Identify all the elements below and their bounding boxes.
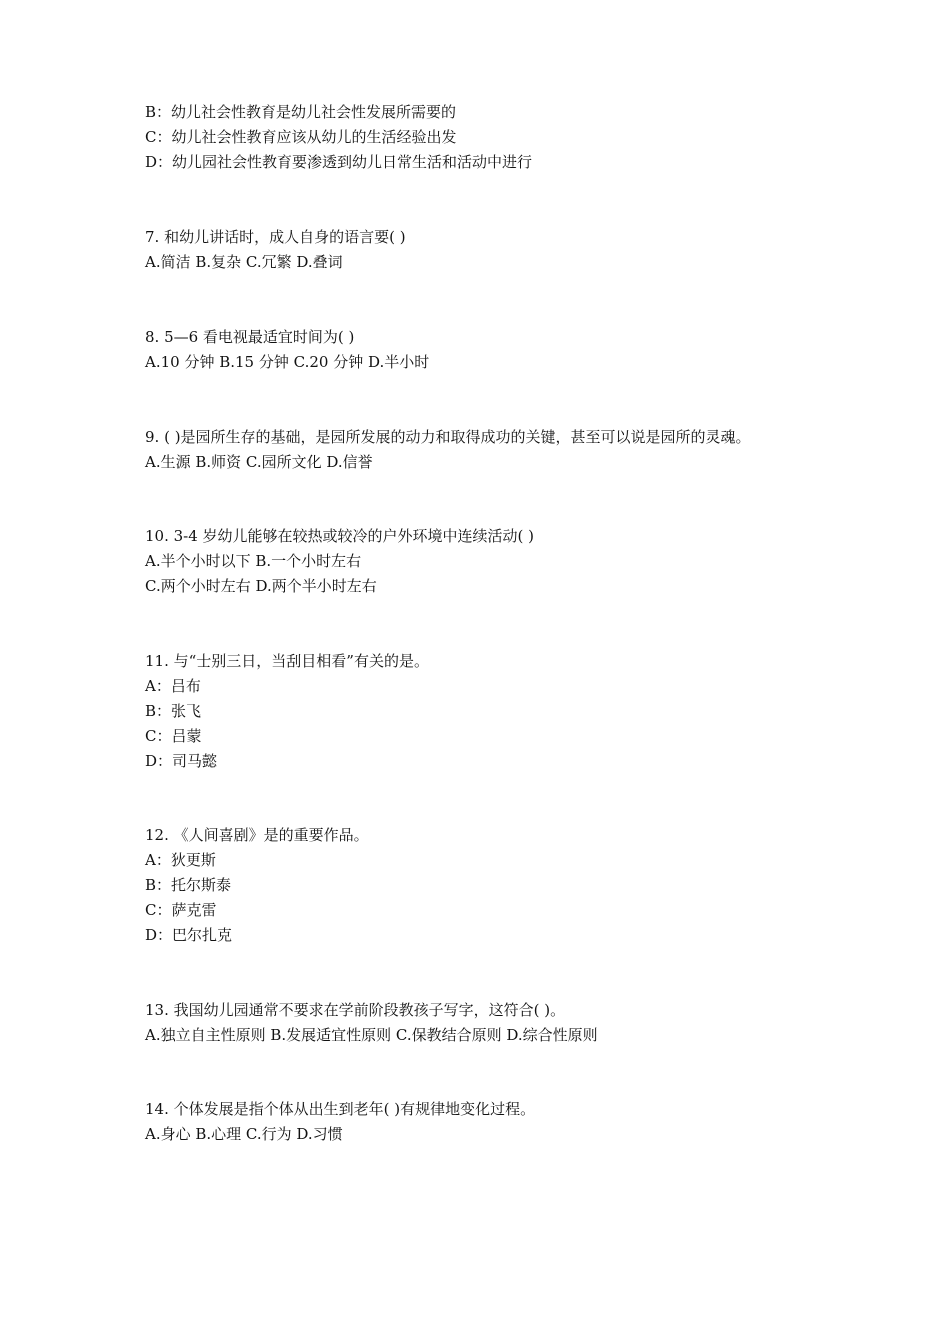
option-text: B：幼儿社会性教育是幼儿社会性发展所需要的: [145, 103, 457, 121]
option-text: A.10 分钟 B.15 分钟 C.20 分钟 D.半小时: [145, 353, 430, 371]
option-text: B：张飞: [145, 702, 202, 720]
option-text: A.半个小时以下 B.一个小时左右: [145, 552, 362, 570]
option-text: A.身心 B.心理 C.行为 D.习惯: [145, 1125, 343, 1143]
question-stem: 11. 与“士别三日，当刮目相看”有关的是。: [145, 652, 429, 670]
question-stem: 13. 我国幼儿园通常不要求在学前阶段教孩子写字，这符合( )。: [145, 1001, 566, 1019]
option-text: A.简洁 B.复杂 C.冗繁 D.叠词: [145, 253, 343, 271]
option-text: D：司马懿: [145, 752, 218, 770]
option-text: B：托尔斯泰: [145, 876, 232, 894]
option-text: D：幼儿园社会性教育要渗透到幼儿日常生活和活动中进行: [145, 153, 533, 171]
question-stem: 14. 个体发展是指个体从出生到老年( )有规律地变化过程。: [145, 1100, 536, 1118]
question-stem: 9. ( )是园所生存的基础，是园所发展的动力和取得成功的关键，甚至可以说是园所的灵魂。: [145, 428, 751, 446]
option-text: D：巴尔扎克: [145, 926, 233, 944]
option-text: C：幼儿社会性教育应该从幼儿的生活经验出发: [145, 128, 457, 146]
option-text: A.生源 B.师资 C.园所文化 D.信誉: [145, 453, 373, 471]
option-text: A.独立自主性原则 B.发展适宜性原则 C.保教结合原则 D.综合性原则: [145, 1026, 598, 1044]
option-text: C：吕蒙: [145, 727, 202, 745]
question-stem: 8. 5—6 看电视最适宜时间为( ): [145, 328, 355, 346]
option-text: C.两个小时左右 D.两个半小时左右: [145, 577, 377, 595]
question-stem: 10. 3-4 岁幼儿能够在较热或较冷的户外环境中连续活动( ): [145, 527, 535, 545]
option-text: C：萨克雷: [145, 901, 217, 919]
question-stem: 12. 《人间喜剧》是的重要作品。: [145, 826, 369, 844]
option-text: A：狄更斯: [145, 851, 216, 869]
question-stem: 7. 和幼儿讲话时，成人自身的语言要( ): [145, 228, 406, 246]
option-text: A：吕布: [145, 677, 201, 695]
